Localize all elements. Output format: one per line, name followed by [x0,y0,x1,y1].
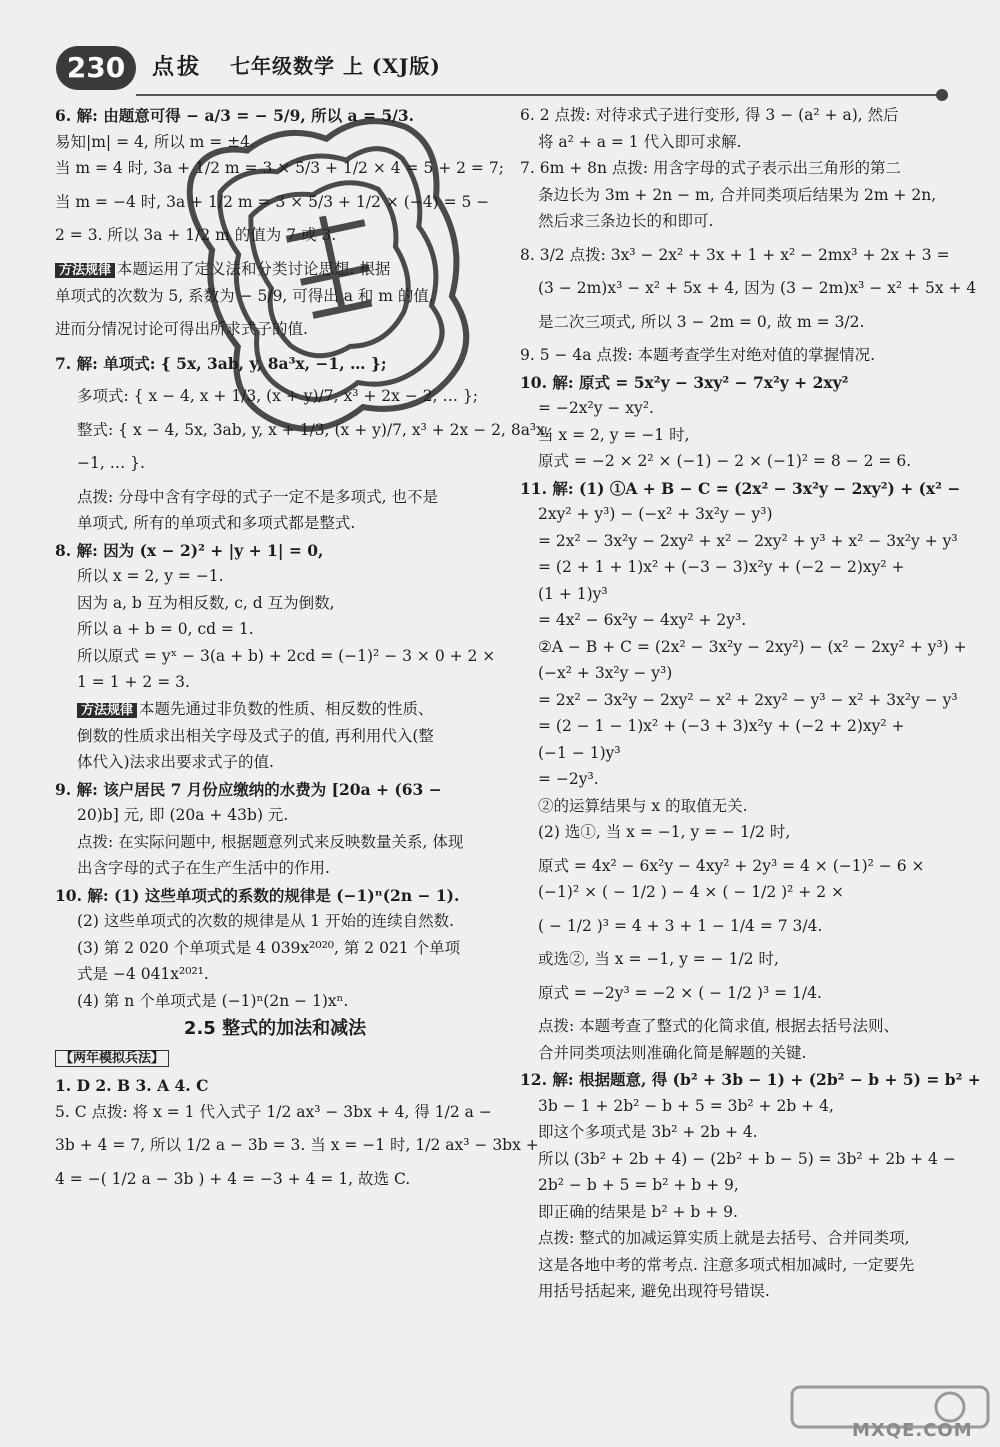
text-line: 10. 解: (1) 这些单项式的系数的规律是 (−1)ⁿ(2n − 1). [55,885,460,905]
book-title: 七年级数学 上 (XJ版) [230,54,441,78]
text-line: ②A − B + C = (2x² − 3x²y − 2xy²) − (x² − 2xy² + y³) + [538,637,967,656]
text-line: 因为 a, b 互为相反数, c, d 互为倒数, [77,593,335,612]
text-line: 用括号括起来, 避免出现符号错误. [538,1282,770,1300]
text-line: 当 m = 4 时, 3a + 1/2 m = 3 × 5/3 + 1/2 × 4 = 5 + 2 = 7; [55,159,504,177]
page-header [40,38,970,98]
text-line: 1. D 2. B 3. A 4. C [55,1076,209,1095]
text-line: 倒数的性质求出相关字母及式子的值, 再利用代入(整 [77,726,434,745]
text-line: 点拨: 分母中含有字母的式子一定不是多项式, 也不是 [77,487,439,506]
text-line: 这是各地中考的常考点. 注意多项式相加减时, 一定要先 [538,1255,915,1274]
text-line: 原式 = −2 × 2² × (−1) − 2 × (−1)² = 8 − 2 = 6. [538,452,912,470]
text-line: (2) 选①, 当 x = −1, y = − 1/2 时, [538,823,791,841]
text-line: (2) 这些单项式的次数的规律是从 1 开始的连续自然数. [77,912,455,930]
text-line: 多项式: { x − 4, x + 1/3, (x + y)/7, x³ + 2x − 2, … }; [77,387,478,405]
text-line: (4) 第 n 个单项式是 (−1)ⁿ(2n − 1)xⁿ. [77,991,349,1010]
text-line: 易知|m| = 4, 所以 m = ±4. [55,132,255,151]
header-rule [136,94,938,96]
text-line: 条边长为 3m + 2n − m, 合并同类项后结果为 2m + 2n, [538,185,937,204]
text-line: (−1)² × ( − 1/2 ) − 4 × ( − 1/2 )² + 2 × [538,883,844,901]
text-line: 11. 解: (1) ①A + B − C = (2x² − 3x²y − 2xy²) + (x² − [520,478,961,498]
text-line: 或选②, 当 x = −1, y = − 1/2 时, [538,950,779,968]
text-line: (−x² + 3x²y − y³) [538,664,673,682]
text-line: 当 x = 2, y = −1 时, [538,425,690,444]
header-dot [936,89,948,101]
text-line: 20)b] 元, 即 (20a + 43b) 元. [77,806,289,824]
text-line: 8. 3/2 点拨: 3x³ − 2x² + 3x + 1 + x² − 2mx³ + 2x + 3 = [520,245,950,264]
text-line: 点拨: 整式的加减运算实质上就是去括号、合并同类项, [538,1229,910,1247]
text-line: 6. 解: 由题意可得 − a/3 = − 5/9, 所以 a = 5/3. [55,106,414,125]
text-line: 5. C 点拨: 将 x = 1 代入式子 1/2 ax³ − 3bx + 4, 得 1/2 a − [55,1102,492,1121]
text-line: 所以 x = 2, y = −1. [77,567,224,585]
text-line: 合并同类项法则准确化简是解题的关键. [538,1043,807,1062]
text-line: 10. 解: 原式 = 5x²y − 3xy² − 7x²y + 2xy² [520,372,849,392]
right-column [520,106,981,1311]
section-title: 2.5 整式的加法和减法 [183,1018,367,1039]
text-line: 当 m = −4 时, 3a + 1/2 m = 3 × 5/3 + 1/2 × (−4) = 5 − [55,192,490,211]
text-line: 点拨: 在实际问题中, 根据题意列式来反映数量关系, 体现 [77,832,464,851]
brand-name: 点拔 [152,54,203,80]
text-line: 4 = −( 1/2 a − 3b ) + 4 = −3 + 4 = 1, 故选 C. [55,1169,411,1188]
text-line: (−1 − 1)y³ [538,743,621,762]
text-line: 体代入)法求出要求式子的值. [77,753,274,771]
text-line: 进而分情况讨论可得出所求式子的值. [55,320,308,338]
text-line: = (2 − 1 − 1)x² + (−3 + 3)x²y + (−2 + 2)xy² + [538,717,905,735]
text-line: 点拨: 本题考查了整式的化简求值, 根据去括号法则、 [538,1017,900,1035]
text-line: 原式 = −2y³ = −2 × ( − 1/2 )³ = 1/4. [538,983,822,1002]
text-line: 6. 2 点拨: 对待求式子进行变形, 得 3 − (a² + a), 然后 [520,106,899,124]
page-number: 230 [56,46,136,90]
text-line: 将 a² + a = 1 代入即可求解. [538,132,742,151]
text-line: = 2x² − 3x²y − 2xy² + x² − 2xy² + y³ + x² − 3x²y + y³ [538,531,958,550]
method-tag: 方法规律 [77,703,137,718]
text-line: 单项式, 所有的单项式和多项式都是整式. [77,514,356,532]
text-line: = −2x²y − xy². [538,399,654,417]
section-tag: 【两年模拟兵法】 [55,1050,169,1067]
text-line: 然后求三条边长的和即可. [538,212,714,230]
text-line: 2 = 3. 所以 3a + 1/2 m 的值为 7 或 3. [55,226,337,244]
text-line: 本题先通过非负数的性质、相反数的性质、 [139,699,434,718]
text-line: 7. 6m + 8n 点拨: 用含字母的式子表示出三角形的第二 [520,159,902,177]
text-line: 8. 解: 因为 (x − 2)² + |y + 1| = 0, [55,540,324,560]
text-line: 本题运用了定义法和分类讨论思想. 根据 [117,259,391,278]
text-line: = 4x² − 6x²y − 4xy² + 2y³. [538,611,747,629]
text-line: 9. 解: 该户居民 7 月份应缴纳的水费为 [20a + (63 − [55,779,442,799]
text-line: = 2x² − 3x²y − 2xy² − x² + 2xy² − y³ − x² + 3x²y − y³ [538,690,958,709]
text-line: 2xy² + y³) − (−x² + 3x²y − y³) [538,505,773,523]
text-line: 3b − 1 + 2b² − b + 5 = 3b² + 2b + 4, [538,1096,834,1115]
text-line: (1 + 1)y³ [538,584,608,603]
text-line: 所以 a + b = 0, cd = 1. [77,620,254,638]
text-line: ②的运算结果与 x 的取值无关. [538,796,748,815]
text-line: 9. 5 − 4a 点拨: 本题考查学生对绝对值的掌握情况. [520,346,876,364]
text-line: 整式: { x − 4, 5x, 3ab, y, x + 1/3, (x + y)/7, x³ + 2x − 2, 8a³x, [77,420,550,439]
text-line: 出含字母的式子在生产生活中的作用. [77,859,330,877]
left-column [55,106,550,1205]
text-line: 原式 = 4x² − 6x²y − 4xy² + 2y³ = 4 × (−1)² − 6 × [538,856,925,875]
text-line: 2b² − b + 5 = b² + b + 9, [538,1176,739,1194]
text-line: = (2 + 1 + 1)x² + (−3 − 3)x²y + (−2 − 2)xy² + [538,558,905,576]
text-line: = −2y³. [538,770,599,788]
text-line: 12. 解: 根据题意, 得 (b² + 3b − 1) + (2b² − b + 5) = b² + [520,1070,981,1089]
text-line: ( − 1/2 )³ = 4 + 3 + 1 − 1/4 = 7 3/4. [538,916,823,935]
text-line: (3 − 2m)x³ − x² + 5x + 4, 因为 (3 − 2m)x³ − x² + 5x + 4 [538,279,977,297]
text-line: (3) 第 2 020 个单项式是 4 039x²⁰²⁰, 第 2 021 个单项 [77,938,461,957]
text-line: −1, … }. [77,454,145,472]
text-line: 是二次三项式, 所以 3 − 2m = 0, 故 m = 3/2. [538,312,865,331]
text-line: 所以原式 = yˣ − 3(a + b) + 2cd = (−1)² − 3 × 0 + 2 × [77,646,496,665]
text-line: 式是 −4 041x²⁰²¹. [77,965,209,983]
text-line: 即正确的结果是 b² + b + 9. [538,1202,738,1221]
text-line: 即这个多项式是 3b² + 2b + 4. [538,1123,758,1141]
method-tag: 方法规律 [55,263,115,278]
text-line: 7. 解: 单项式: { 5x, 3ab, y, 8a³x, −1, … }; [55,353,387,373]
text-line: 1 = 1 + 2 = 3. [77,673,190,691]
text-line: 所以 (3b² + 2b + 4) − (2b² + b − 5) = 3b² + 2b + 4 − [538,1149,956,1168]
watermark-text: MXQE.COM [852,1420,973,1441]
text-line: 单项式的次数为 5, 系数为 − 5/9, 可得出 a 和 m 的值, [55,286,434,305]
text-line: 3b + 4 = 7, 所以 1/2 a − 3b = 3. 当 x = −1 时, 1/2 ax³ − 3bx + [55,1136,539,1154]
